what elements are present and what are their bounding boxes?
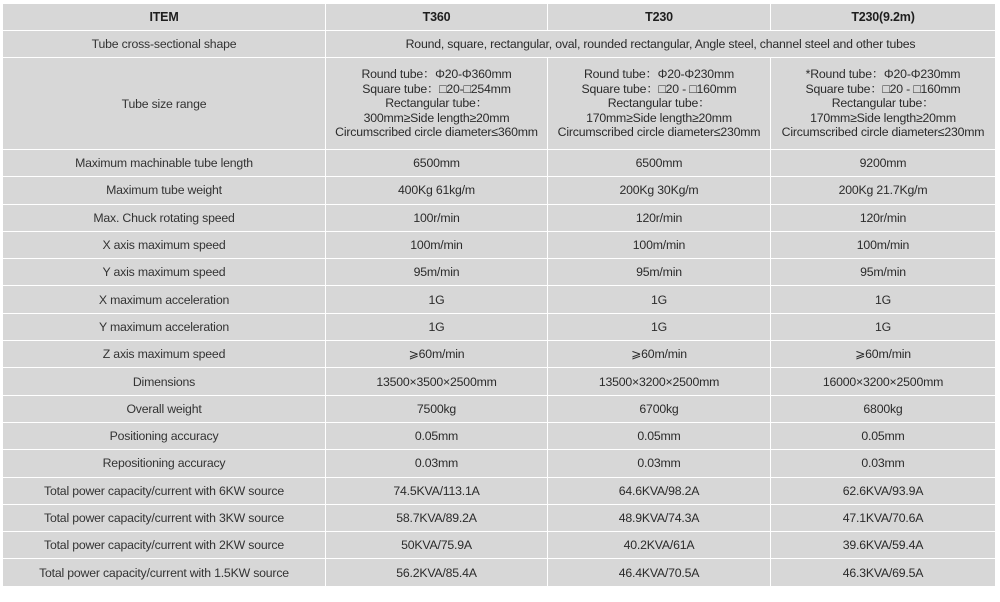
cell-t230-9-2m: 0.03mm [771, 450, 996, 477]
cell-t360: 1G [326, 313, 548, 340]
header-t230-9-2m: T230(9.2m) [771, 4, 996, 31]
shape-value: Round, square, rectangular, oval, rounded rectangular, Angle steel, channel steel and other tubes [326, 31, 996, 58]
size-line: Round tube：Φ20-Φ360mm [361, 67, 512, 82]
header-row [3, 4, 996, 31]
cell-t230: 46.4KVA/70.5A [548, 559, 771, 586]
cell-t360: 0.05mm [326, 422, 548, 449]
size-cell-t360 [326, 58, 548, 150]
spec-table [2, 3, 996, 587]
row-label: X axis maximum speed [3, 231, 326, 258]
cell-t360: 100r/min [326, 204, 548, 231]
table-row [3, 450, 996, 477]
cell-t360: 400Kg 61kg/m [326, 177, 548, 204]
cell-t230-9-2m: 200Kg 21.7Kg/m [771, 177, 996, 204]
size-line: Square tube：□20 - □160mm [581, 81, 737, 96]
cell-t360: 74.5KVA/113.1A [326, 477, 548, 504]
cell-t230-9-2m: 62.6KVA/93.9A [771, 477, 996, 504]
cell-t230: 200Kg 30Kg/m [548, 177, 771, 204]
cell-t230-9-2m: 1G [771, 313, 996, 340]
size-line: 170mm≥Side length≥20mm [810, 110, 956, 125]
header-t360: T360 [326, 4, 548, 31]
cell-t230: 120r/min [548, 204, 771, 231]
size-line: 170mm≥Side length≥20mm [586, 110, 732, 125]
table-row [3, 231, 996, 258]
cell-t360: 6500mm [326, 150, 548, 177]
cell-t230-9-2m: 0.05mm [771, 422, 996, 449]
table-row-size [3, 58, 996, 150]
size-line: Circumscribed circle diameter≤360mm [335, 125, 538, 140]
cell-t230: 6500mm [548, 150, 771, 177]
table-row [3, 532, 996, 559]
cell-t360: 56.2KVA/85.4A [326, 559, 548, 586]
cell-t360: 100m/min [326, 231, 548, 258]
cell-t230: 95m/min [548, 259, 771, 286]
size-line: Rectangular tube： [385, 96, 488, 111]
table-row [3, 477, 996, 504]
row-label: Z axis maximum speed [3, 341, 326, 368]
header-t230: T230 [548, 4, 771, 31]
cell-t230-9-2m: 47.1KVA/70.6A [771, 504, 996, 531]
cell-t360: 0.03mm [326, 450, 548, 477]
cell-t230-9-2m: 16000×3200×2500mm [771, 368, 996, 395]
row-label: Total power capacity/current with 1.5KW source [3, 559, 326, 586]
size-line: Circumscribed circle diameter≤230mm [781, 125, 985, 140]
cell-t230: 13500×3200×2500mm [548, 368, 771, 395]
table-row [3, 368, 996, 395]
cell-t230: 48.9KVA/74.3A [548, 504, 771, 531]
table-row [3, 204, 996, 231]
cell-t230: 1G [548, 286, 771, 313]
cell-t360: 58.7KVA/89.2A [326, 504, 548, 531]
size-line: Rectangular tube： [607, 96, 711, 111]
size-line: Rectangular tube： [831, 96, 935, 111]
cell-t230-9-2m: 120r/min [771, 204, 996, 231]
table-row [3, 422, 996, 449]
cell-t230: 40.2KVA/61A [548, 532, 771, 559]
row-label: Tube size range [3, 58, 326, 150]
row-label: Tube cross-sectional shape [3, 31, 326, 58]
row-label: X maximum acceleration [3, 286, 326, 313]
cell-t230: 64.6KVA/98.2A [548, 477, 771, 504]
row-label: Total power capacity/current with 6KW source [3, 477, 326, 504]
table-row [3, 341, 996, 368]
cell-t230: ⩾60m/min [548, 341, 771, 368]
cell-t230-9-2m: ⩾60m/min [771, 341, 996, 368]
table-row [3, 177, 996, 204]
row-label: Total power capacity/current with 3KW source [3, 504, 326, 531]
table-row-shape [3, 31, 996, 58]
size-line: Circumscribed circle diameter≤230mm [557, 125, 761, 140]
cell-t360: 95m/min [326, 259, 548, 286]
cell-t360: 1G [326, 286, 548, 313]
row-label: Maximum machinable tube length [3, 150, 326, 177]
table-row [3, 395, 996, 422]
cell-t360: 7500kg [326, 395, 548, 422]
size-line: Square tube：□20-□254mm [362, 81, 511, 96]
table-row [3, 286, 996, 313]
row-label: Overall weight [3, 395, 326, 422]
size-cell-t230-9-2m [771, 58, 996, 150]
cell-t230-9-2m: 95m/min [771, 259, 996, 286]
row-label: Dimensions [3, 368, 326, 395]
table-row [3, 150, 996, 177]
row-label: Repositioning accuracy [3, 450, 326, 477]
row-label: Y axis maximum speed [3, 259, 326, 286]
cell-t230: 1G [548, 313, 771, 340]
row-label: Positioning accuracy [3, 422, 326, 449]
table-row [3, 313, 996, 340]
cell-t230: 0.05mm [548, 422, 771, 449]
size-line: Square tube：□20 - □160mm [805, 81, 961, 96]
table-row [3, 559, 996, 586]
row-label: Maximum tube weight [3, 177, 326, 204]
size-line: *Round tube：Φ20-Φ230mm [805, 67, 961, 82]
cell-t230-9-2m: 46.3KVA/69.5A [771, 559, 996, 586]
size-cell-t230 [548, 58, 771, 150]
cell-t360: ⩾60m/min [326, 341, 548, 368]
cell-t360: 50KVA/75.9A [326, 532, 548, 559]
cell-t230-9-2m: 9200mm [771, 150, 996, 177]
table-row [3, 504, 996, 531]
cell-t230-9-2m: 100m/min [771, 231, 996, 258]
cell-t230: 6700kg [548, 395, 771, 422]
cell-t230: 100m/min [548, 231, 771, 258]
cell-t230-9-2m: 6800kg [771, 395, 996, 422]
size-line: Round tube：Φ20-Φ230mm [583, 67, 735, 82]
header-item: ITEM [3, 4, 326, 31]
table-row [3, 259, 996, 286]
cell-t230-9-2m: 39.6KVA/59.4A [771, 532, 996, 559]
cell-t360: 13500×3500×2500mm [326, 368, 548, 395]
row-label: Total power capacity/current with 2KW source [3, 532, 326, 559]
cell-t230: 0.03mm [548, 450, 771, 477]
cell-t230-9-2m: 1G [771, 286, 996, 313]
row-label: Max. Chuck rotating speed [3, 204, 326, 231]
size-line: 300mm≥Side length≥20mm [363, 110, 510, 125]
row-label: Y maximum acceleration [3, 313, 326, 340]
